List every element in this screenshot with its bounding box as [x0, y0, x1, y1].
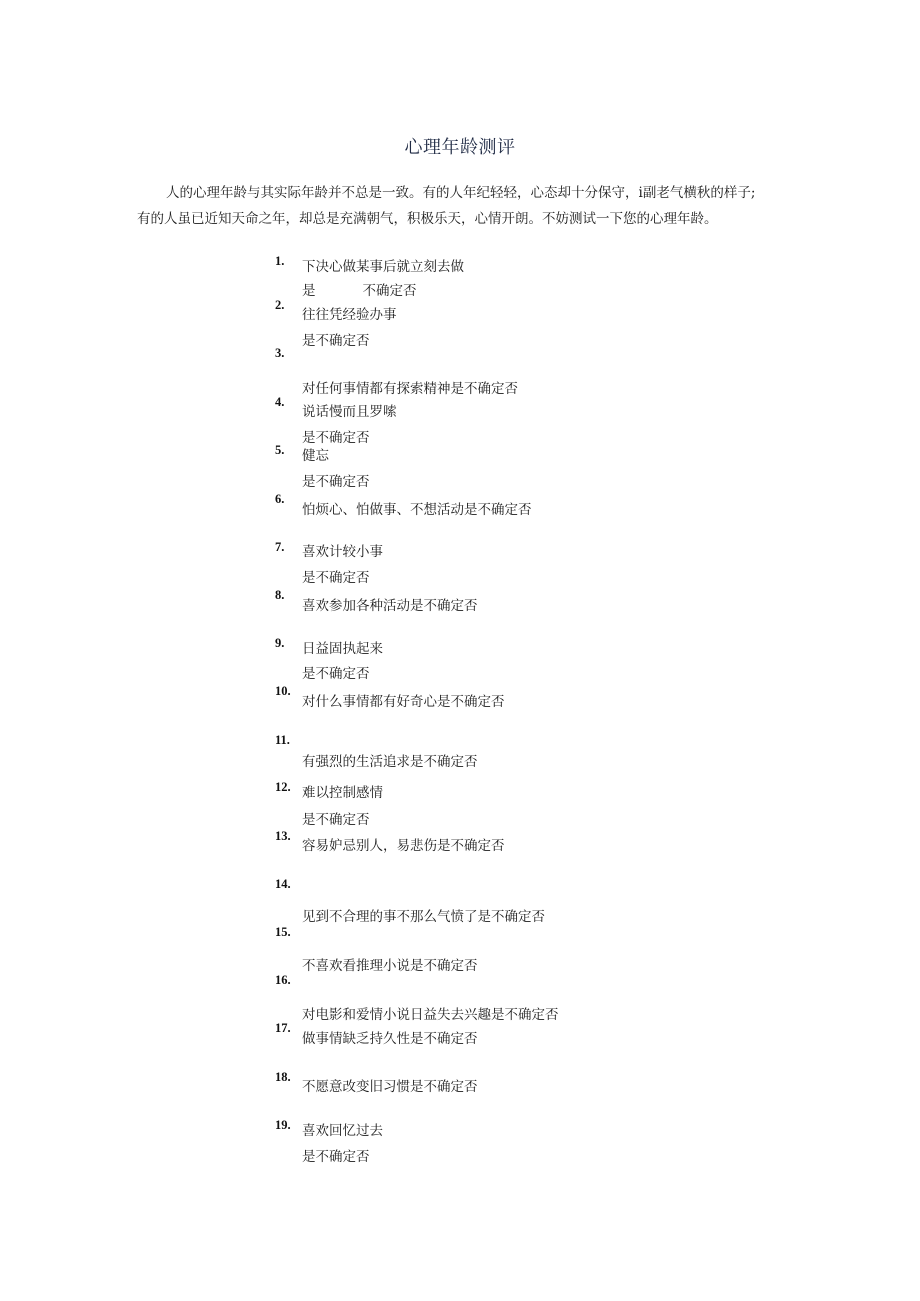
option-yes: 是: [302, 283, 316, 299]
question-6-number: 6.: [275, 492, 285, 506]
question-14-number: 14.: [275, 877, 291, 891]
question-2-number: 2.: [275, 298, 285, 312]
question-19-text: 喜欢回忆过去: [302, 1123, 383, 1139]
question-14-text: 见到不合理的事不那么气愤了是不确定否: [302, 909, 545, 925]
question-4-number: 4.: [275, 395, 285, 409]
question-16-text: 对电影和爱情小说日益失去兴趣是不确定否: [302, 1007, 559, 1023]
question-10-text: 对什么事情都有好奇心是不确定否: [302, 694, 505, 710]
question-13-number: 13.: [275, 829, 291, 843]
question-18-text: 不愿意改变旧习惯是不确定否: [302, 1079, 478, 1095]
question-5-text: 健忘: [302, 448, 329, 464]
intro-line-1: 人的心理年龄与其实际年龄并不总是一致。有的人年纪轻轻，心态却十分保守，i副老气横秋的样子;: [166, 185, 756, 201]
question-10-number: 10.: [275, 684, 291, 698]
question-12-number: 12.: [275, 780, 291, 794]
question-4-text: 说话慢而且罗嗦: [302, 404, 397, 420]
question-17-text: 做事情缺乏持久性是不确定否: [302, 1031, 478, 1047]
question-3-number: 3.: [275, 346, 285, 360]
page-title: 心理年龄测评: [404, 137, 516, 158]
question-17-number: 17.: [275, 1021, 291, 1035]
question-8-text: 喜欢参加各种活动是不确定否: [302, 598, 478, 614]
option-rest: 不确定否: [362, 283, 417, 299]
question-7-number: 7.: [275, 540, 285, 554]
question-5-number: 5.: [275, 443, 285, 457]
question-12-text: 难以控制感情: [302, 785, 383, 801]
question-8-number: 8.: [275, 588, 285, 602]
question-1-options: [302, 279, 417, 299]
question-9-text: 日益固执起来: [302, 641, 383, 657]
question-2-options: 是不确定否: [302, 333, 370, 349]
question-13-text: 容易妒忌别人，易悲伤是不确定否: [302, 838, 505, 854]
question-7-options: 是不确定否: [302, 570, 370, 586]
question-5-options: 是不确定否: [302, 474, 370, 490]
question-7-text: 喜欢计较小事: [302, 544, 383, 560]
question-12-options: 是不确定否: [302, 812, 370, 828]
question-11-text: 有强烈的生活追求是不确定否: [302, 754, 478, 770]
question-15-text: 不喜欢看推理小说是不确定否: [302, 958, 478, 974]
question-9-options: 是不确定否: [302, 666, 370, 682]
question-6-text: 怕烦心、怕做事、不想活动是不确定否: [302, 502, 532, 518]
question-3-text: 对任何事情都有探索精神是不确定否: [302, 381, 518, 397]
question-19-options: 是不确定否: [302, 1149, 370, 1165]
question-18-number: 18.: [275, 1070, 291, 1084]
question-4-options: 是不确定否: [302, 430, 370, 446]
question-1-text: 下决心做某事后就立刻去做: [302, 259, 464, 275]
question-9-number: 9.: [275, 636, 285, 650]
question-1-number: 1.: [275, 254, 285, 268]
question-11-number: 11.: [275, 733, 290, 747]
question-15-number: 15.: [275, 925, 291, 939]
intro-line-2: 有的人虽已近知天命之年，却总是充满朝气，积极乐天，心情开朗。不妨测试一下您的心理年龄。: [137, 211, 718, 227]
question-16-number: 16.: [275, 973, 291, 987]
question-2-text: 往往凭经验办事: [302, 307, 397, 323]
question-19-number: 19.: [275, 1118, 291, 1132]
